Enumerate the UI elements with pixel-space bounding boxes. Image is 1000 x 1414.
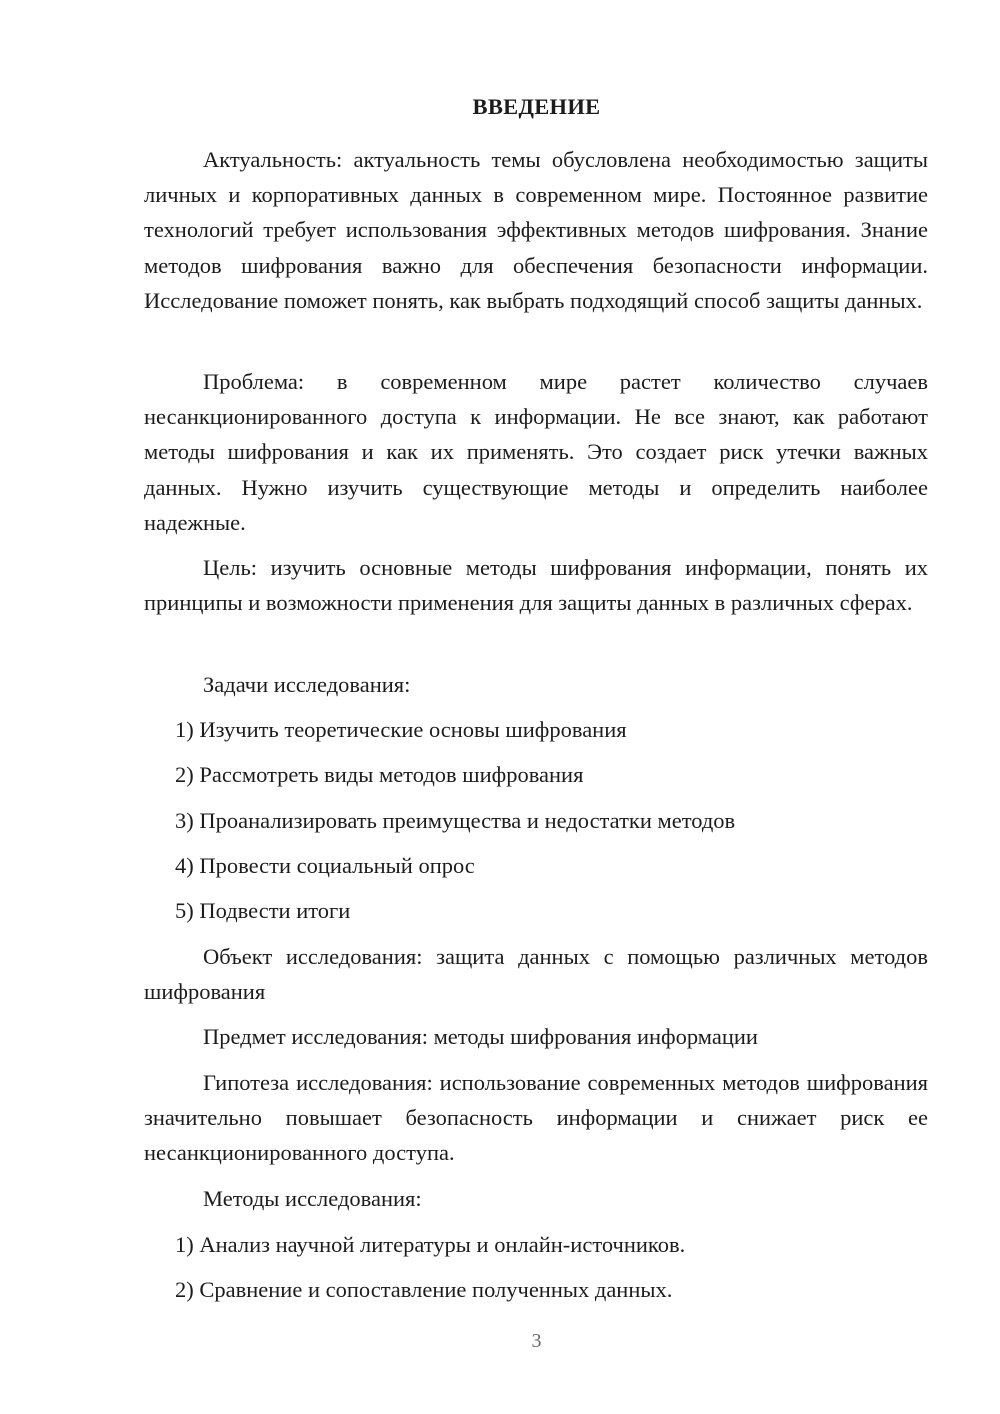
method-item: 1) Анализ научной литературы и онлайн-источников. [175,1232,686,1257]
task-item: 1) Изучить теоретические основы шифрования [175,717,627,742]
method-item: 2) Сравнение и сопоставление полученных данных. [175,1277,673,1302]
goal-paragraph: Цель: изучить основные методы шифрования информации, понять их принципы и возможности применения для защиты данных в различных сферах. [144,555,928,616]
object-paragraph: Объект исследования: защита данных с помощью различных методов шифрования [144,944,928,1005]
hypothesis-paragraph: Гипотеза исследования: использование современных методов шифрования значительно повышает безопасность информации и снижает риск ее несанкционированного доступа. [144,1070,928,1166]
task-item: 3) Проанализировать преимущества и недостатки методов [175,808,736,833]
tasks-heading: Задачи исследования: [203,672,411,697]
subject-paragraph: Предмет исследования: методы шифрования информации [203,1024,758,1049]
task-item: 5) Подвести итоги [175,898,351,923]
methods-heading: Методы исследования: [203,1186,422,1211]
problem-paragraph: Проблема: в современном мире растет количество случаев несанкционированного доступа к информации. Не все знают, как работают методы шифрования и как их применять. Это создает риск утечки важных данных. Нужно изучить существующие методы и определить наиболее надежные. [144,369,928,535]
task-item: 4) Провести социальный опрос [175,853,475,878]
page-title: ВВЕДЕНИЕ [472,94,601,119]
relevance-paragraph: Актуальность: актуальность темы обусловлена необходимостью защиты личных и корпоративных данных в современном мире. Постоянное развитие технологий требует использования эффективных методов шифрования. Знание методов шифрования важно для обеспечения безопасности информации. Исследование поможет понять, как выбрать подходящий способ защиты данных. [144,147,928,313]
page-number: 3 [531,1330,542,1352]
task-item: 2) Рассмотреть виды методов шифрования [175,762,584,787]
